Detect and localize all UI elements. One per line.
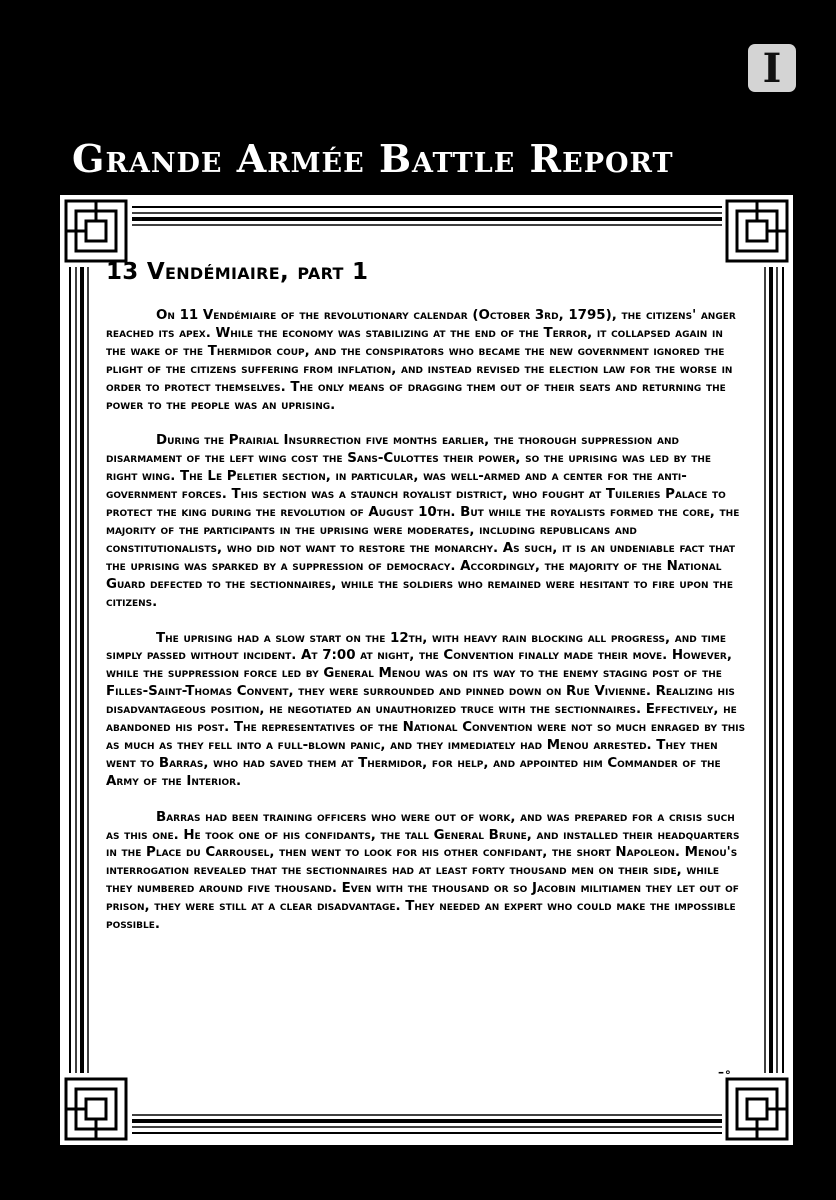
paragraph-1: On 11 Vendémiaire of the revolutionary calendar (October 3rd, 1795), the citizens' anger reached its apex. While the economy was stabilizing at the end of the Terror, it collapsed again in the wake of the Thermidor coup, and the conspirators who became the new government ignored the plight of the citizens suffering from inflation, and instead revised the election law for the worse in order to protect themselves. The only means of dragging them out of their seats and returning the power to the people was an uprising. xyxy=(106,308,736,413)
chapter-tab: I xyxy=(748,44,796,92)
article-frame xyxy=(60,195,793,1145)
paragraph-4: Barras had been training officers who were out of work, and was prepared for a crisis such as this one. He took one of his confidants, the tall General Brune, and installed their headquarters in the Place du Carrousel, then went to look for his other confidant, the short Napoleon. Menou's interrogation revealed that the sectionnaires had at least forty thousand men on their side, while they numbered around five thousand. Even with the thousand or so Jacobin militiamen they let out of prison, they were still at a clear disadvantage. They needed an expert who could make the impossible possible. xyxy=(106,809,740,933)
article-body xyxy=(106,259,746,952)
section-title: 13 Vendémiaire, part 1 xyxy=(106,259,369,285)
paragraph-3: The uprising had a slow start on the 12th, with heavy rain blocking all progress, and time simply passed without incident. At 7:00 at night, the Convention finally made their move. However, while the suppression force led by General Menou was on its way to the enemy staging post of the Filles-Saint-Thomas Convent, they were surrounded and pinned down on Rue Vivienne. Realizing his disadvantageous position, he negotiated an unauthorized truce with the sectionnaires. Effectively, he abandoned his post. The representatives of the National Convention were not so much enraged by this as much as they fell into a full-blown panic, and they immediately had Menou arrested. They then went to Barras, who had saved them at Thermidor, for help, and appointed him Commander of the Army of the Interior. xyxy=(106,630,746,789)
end-mark: –∘ xyxy=(718,1065,732,1079)
paragraph-2: During the Prairial Insurrection five months earlier, the thorough suppression and disarmament of the left wing cost the Sans-Culottes their power, so the uprising was led by the right wing. The Le Peletier section, in particular, was well-armed and a center for the anti-government forces. This section was a staunch royalist district, who fought at Tuileries Palace to protect the king during the revolution of August 10th. But while the royalists formed the core, the majority of the participants in the uprising were moderates, including republicans and constitutionalists, who did not want to restore the monarchy. As such, it is an undeniable fact that the uprising was sparked by a suppression of democracy. Accordingly, the majority of the National Guard defected to the sectionnaires, while the soldiers who remained were hesitant to fire upon the citizens. xyxy=(106,433,740,610)
page-title: Grande Armée Battle Report xyxy=(72,136,674,181)
